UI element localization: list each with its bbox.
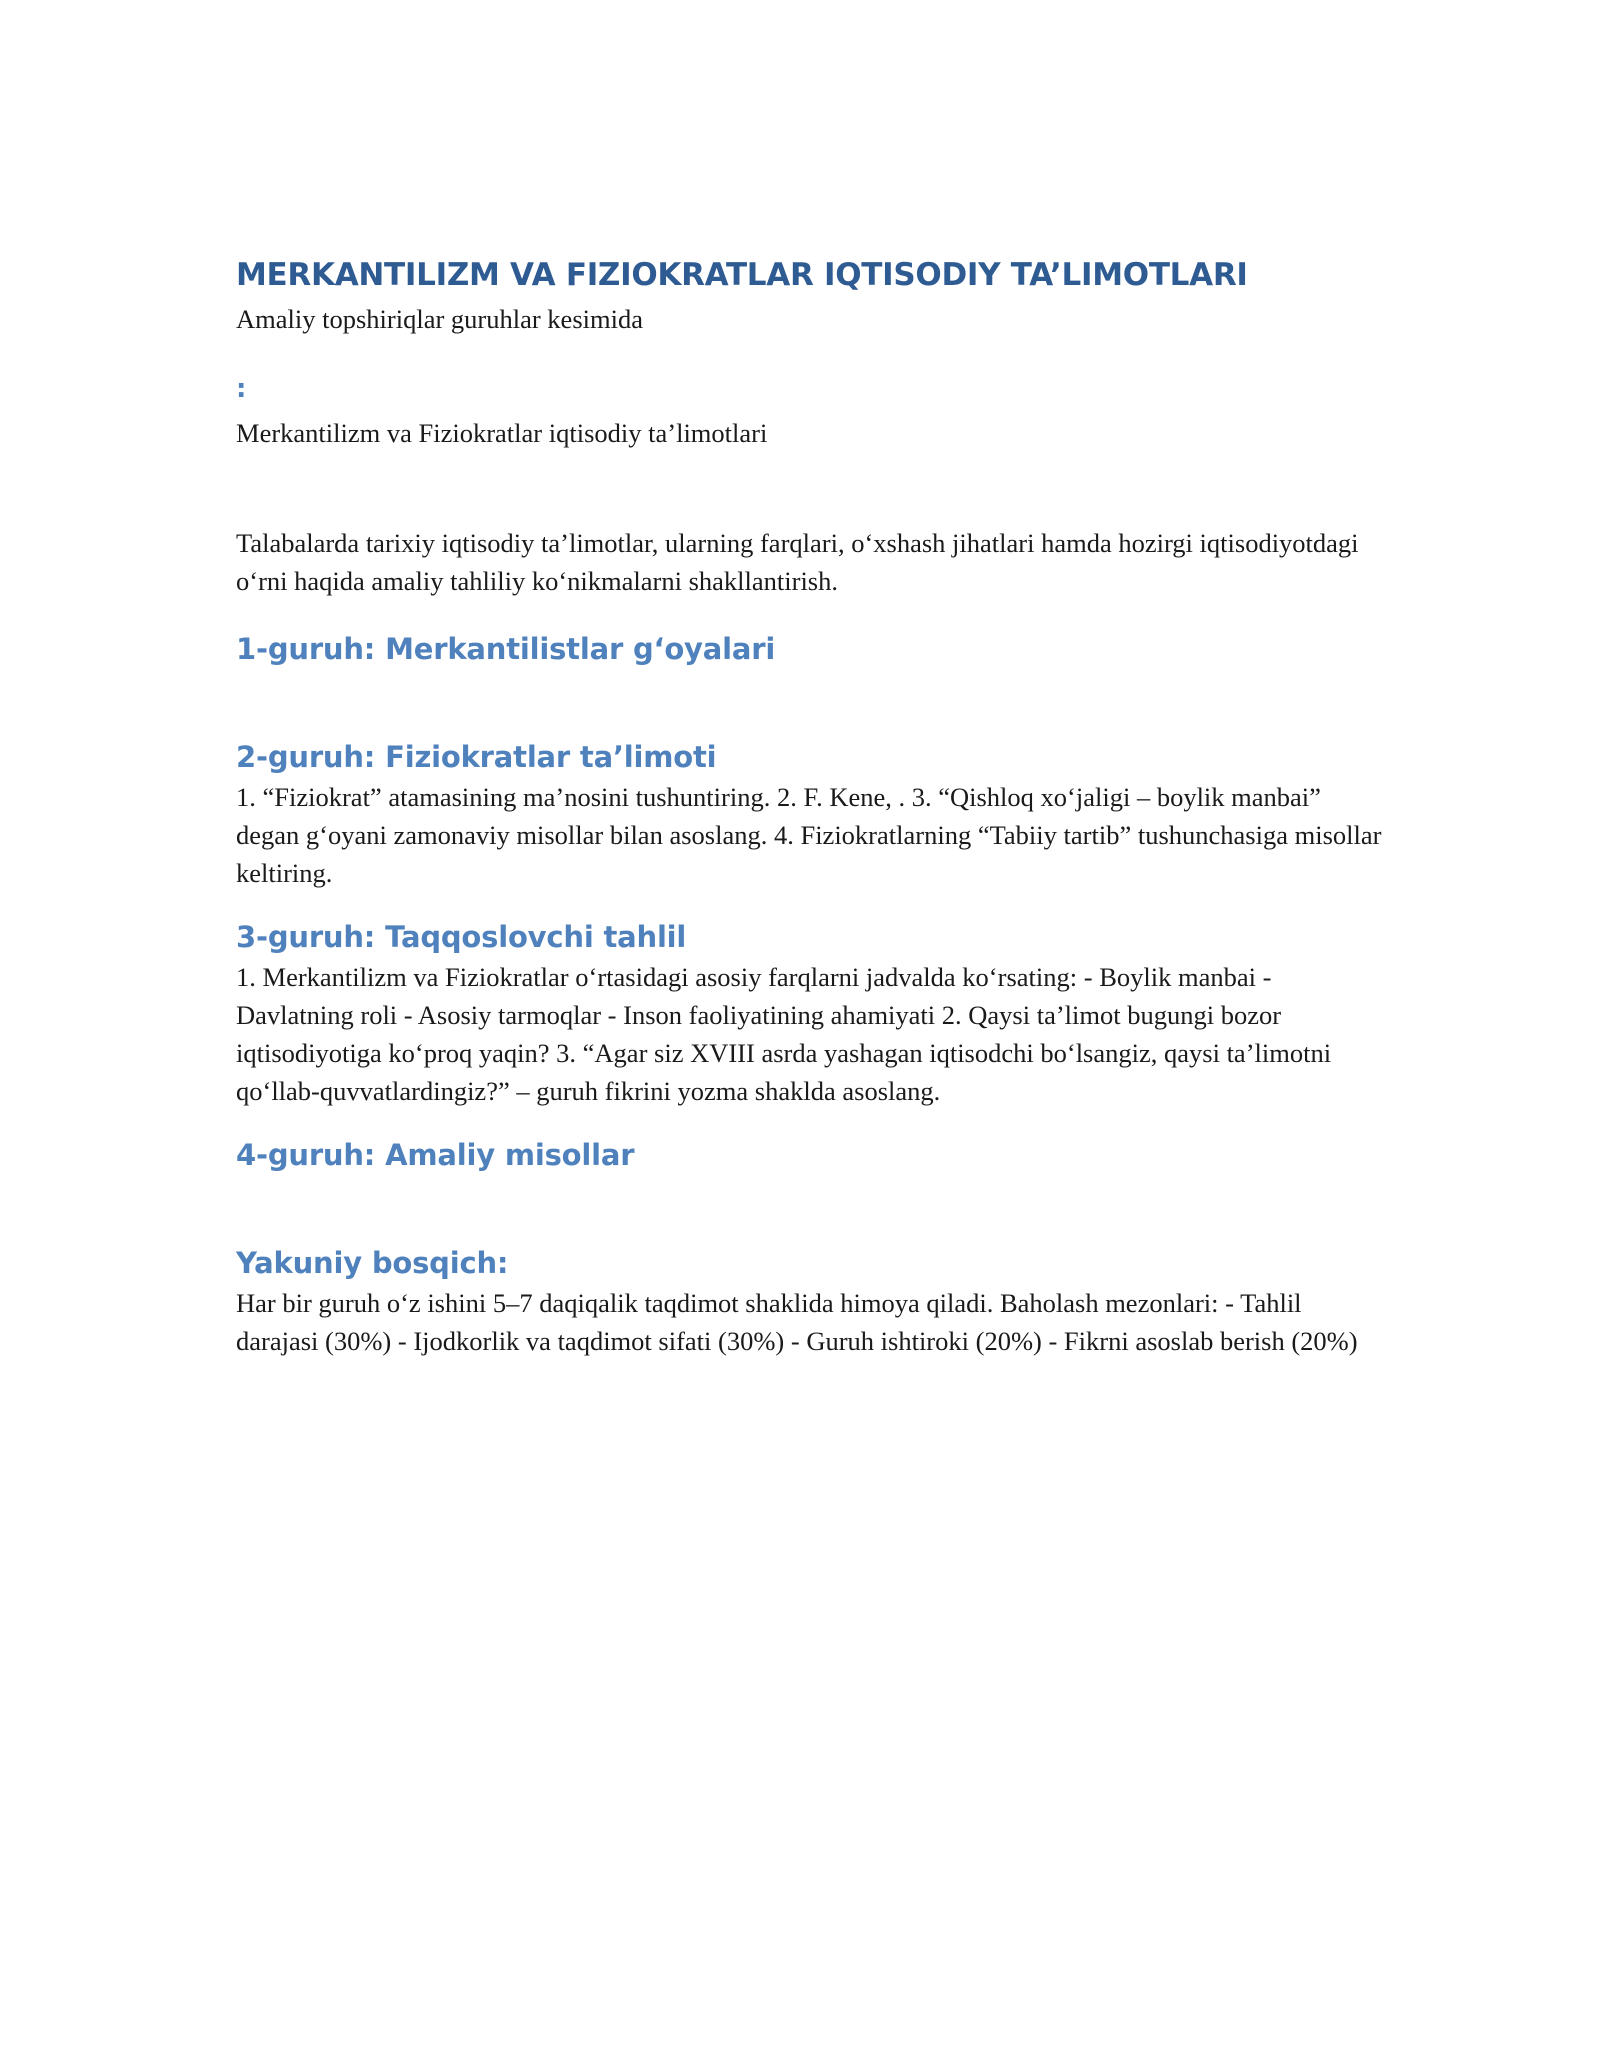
goal-paragraph: Talabalarda tarixiy iqtisodiy ta’limotlar, ularning farqlari, o‘xshash jihatlari hamda hozirgi iqtisodiyotdagi o‘rni haqida amaliy tahliliy ko‘nikmalarni shakllantirish. xyxy=(236,528,1359,596)
document-title: MERKANTILIZM VA FIZIOKRATLAR IQTISODIY TA’LIMOTLARI xyxy=(236,257,1248,293)
document-subtitle: Amaliy topshiriqlar guruhlar kesimida xyxy=(236,304,643,334)
group2-heading: 2-guruh: Fiziokratlar ta’limoti xyxy=(236,740,717,774)
group2-body: 1. “Fiziokrat” atamasining ma’nosini tushuntiring. 2. F. Kene, . 3. “Qishloq xo‘jaligi – boylik manbai” degan g‘oyani zamonaviy misollar bilan asoslang. 4. Fiziokratlarning “Tabiiy tartib” tushunchasiga misollar keltiring. xyxy=(236,782,1382,888)
group3-body: 1. Merkantilizm va Fiziokratlar o‘rtasidagi asosiy farqlarni jadvalda ko‘rsating: - Boylik manbai - Davlatning roli - Asosiy tarmoqlar - Inson faoliyatining ahamiyati 2. Qaysi ta’limot bugungi bozor iqtisodiyotiga ko‘proq yaqin? 3. “Agar siz XVIII asrda yashagan iqtisodchi bo‘lsangiz, qaysi ta’limotni qo‘llab-quvvatlardingiz?” – guruh fikrini yozma shaklda asoslang. xyxy=(236,962,1332,1106)
colon-label: : xyxy=(236,374,247,404)
group3-heading: 3-guruh: Taqqoslovchi tahlil xyxy=(236,920,687,954)
topic-text: Merkantilizm va Fiziokratlar iqtisodiy ta’limotlari xyxy=(236,418,768,448)
group4-heading: 4-guruh: Amaliy misollar xyxy=(236,1138,635,1172)
final-stage-heading: Yakuniy bosqich: xyxy=(236,1246,509,1280)
group1-heading: 1-guruh: Merkantilistlar g‘oyalari xyxy=(236,632,776,666)
final-stage-body: Har bir guruh o‘z ishini 5–7 daqiqalik taqdimot shaklida himoya qiladi. Baholash mezonlari: - Tahlil darajasi (30%) - Ijodkorlik va taqdimot sifati (30%) - Guruh ishtiroki (20%) - Fikrni asoslab berish (20%) xyxy=(236,1288,1358,1356)
document-content xyxy=(236,250,1386,1360)
